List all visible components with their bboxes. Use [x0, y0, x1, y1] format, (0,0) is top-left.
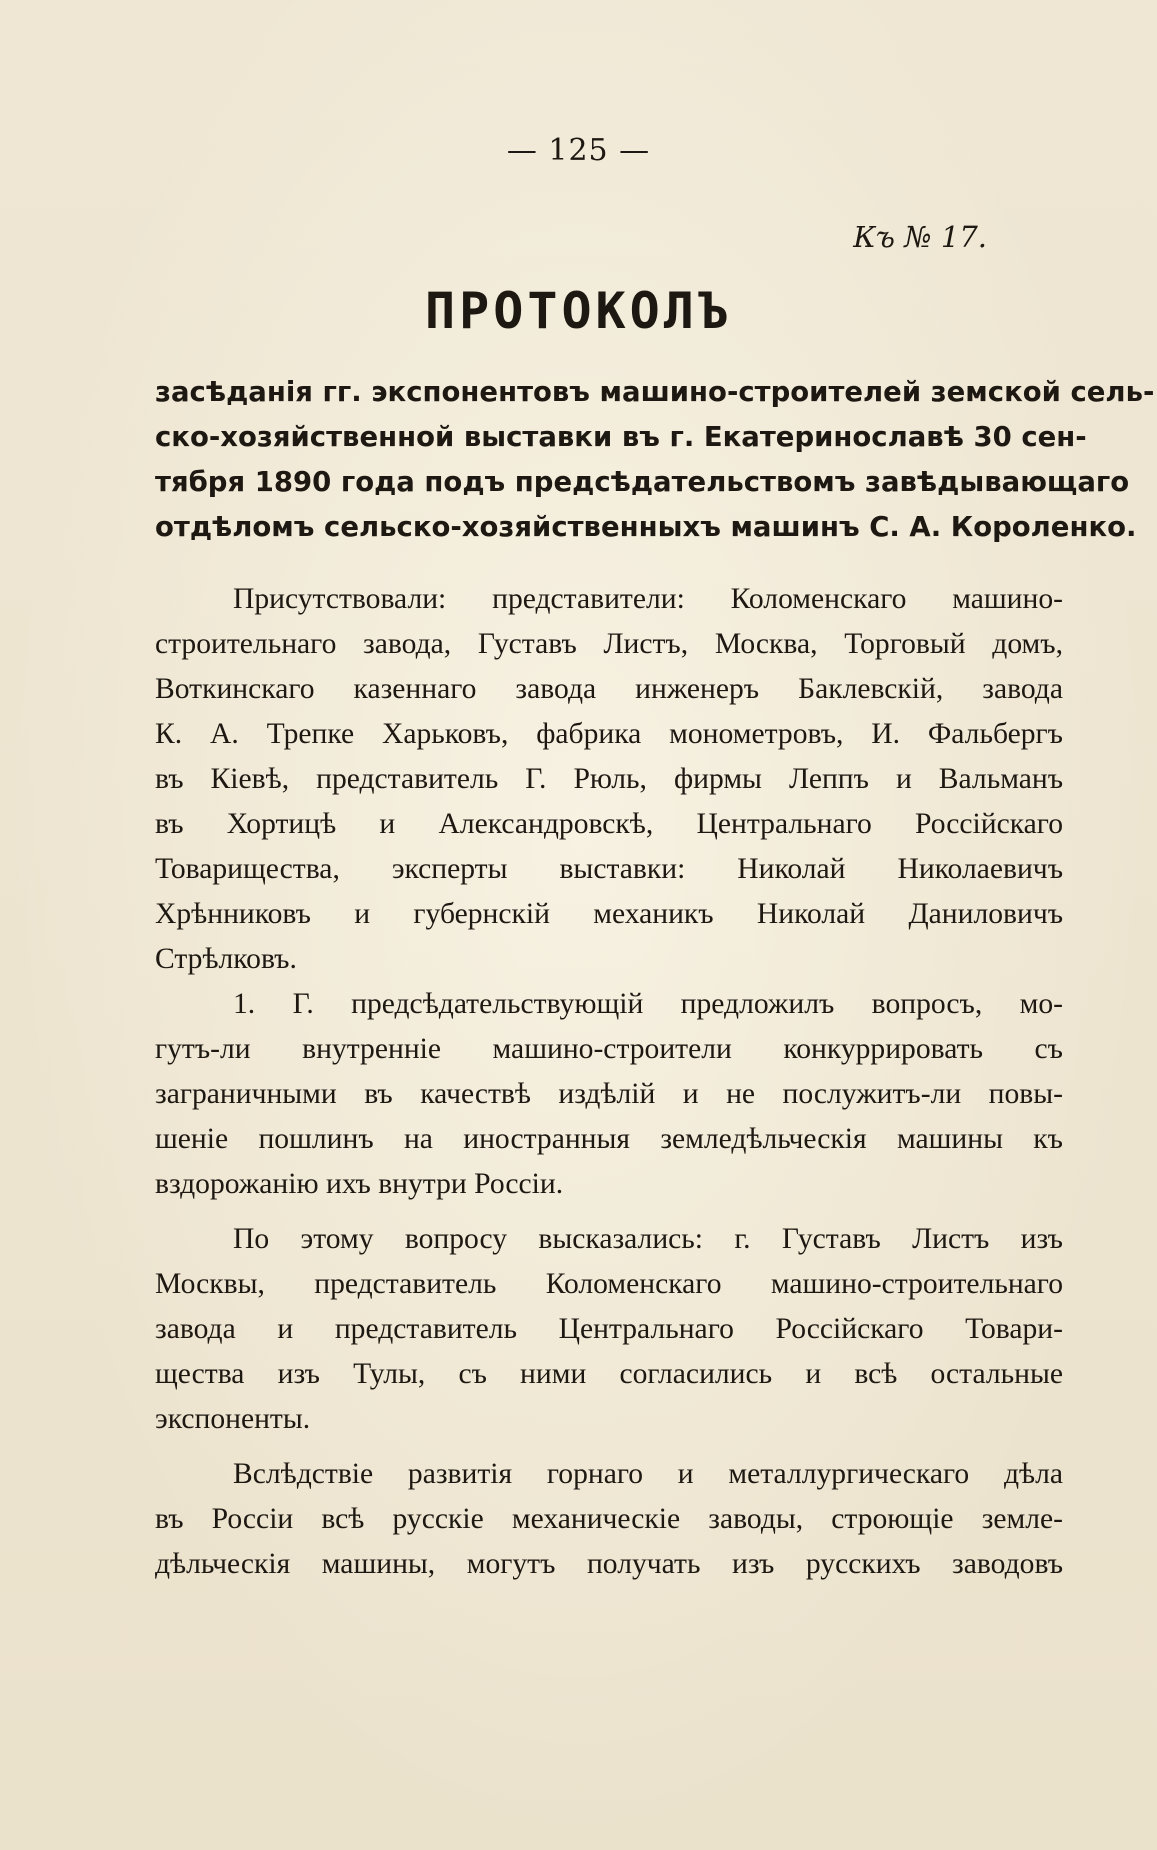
text-line: Москвы, представитель Коломенскаго машино-строительнаго: [155, 1268, 1063, 1300]
paragraph-gap: [155, 1207, 1063, 1217]
page-number: — 125 —: [506, 133, 651, 168]
document-reference: Къ № 17.: [853, 220, 987, 254]
text-line: шеніе пошлинъ на иностранныя земледѣльческія машины къ: [155, 1123, 1063, 1155]
document-body: [155, 577, 1063, 1587]
text-line: дѣльческія машины, могутъ получать изъ русскихъ заводовъ: [155, 1548, 1063, 1580]
text-line: 1. Г. предсѣдательствующій предложилъ вопросъ, мо-: [233, 988, 1063, 1020]
text-line: Товарищества, эксперты выставки: Николай Николаевичъ: [155, 853, 1063, 885]
text-line: вздорожанію ихъ внутри Россіи.: [155, 1168, 564, 1200]
paragraph-attendees: [155, 577, 1063, 982]
text-line: Вслѣдствіе развитія горнаго и металлургическаго дѣла: [233, 1458, 1063, 1490]
text-line: Воткинскаго казеннаго завода инженеръ Баклевскій, завода: [155, 673, 1063, 705]
text-line: въ Хортицѣ и Александровскѣ, Центральнаго Россійскаго: [155, 808, 1063, 840]
text-line: въ Россіи всѣ русскіе механическіе заводы, строющіе земле-: [155, 1503, 1063, 1535]
text-line: Присутствовали: представители: Коломенскаго машино-: [233, 583, 1063, 615]
text-line: строительнаго завода, Густавъ Листъ, Москва, Торговый домъ,: [155, 628, 1063, 660]
paragraph-opinions: [155, 1217, 1063, 1442]
text-line: По этому вопросу высказались: г. Густавъ Листъ изъ: [233, 1223, 1063, 1255]
text-line: завода и представитель Центральнаго Россійскаго Товари-: [155, 1313, 1063, 1345]
subtitle-line: ско-хозяйственной выставки въ г. Екатеринославѣ 30 сен-: [155, 421, 1087, 453]
subtitle-line: отдѣломъ сельско-хозяйственныхъ машинъ С. А. Короленко.: [155, 511, 1137, 543]
paragraph-consequence: [155, 1452, 1063, 1587]
text-line: экспоненты.: [155, 1403, 311, 1435]
paragraph-gap: [155, 1442, 1063, 1452]
text-line: заграничными въ качествѣ издѣлій и не послужитъ-ли повы-: [155, 1078, 1063, 1110]
document-subtitle: [155, 370, 1155, 550]
text-line: щества изъ Тулы, съ ними согласились и всѣ остальные: [155, 1358, 1063, 1390]
text-line: въ Кіевѣ, представитель Г. Рюль, фирмы Леппъ и Вальманъ: [155, 763, 1063, 795]
text-line: Хрѣнниковъ и губернскій механикъ Николай Даниловичъ: [155, 898, 1063, 930]
subtitle-line: засѣданія гг. экспонентовъ машино-строителей земской сель-: [155, 376, 1155, 408]
text-line: К. А. Трепке Харьковъ, фабрика монометровъ, И. Фальбергъ: [155, 718, 1063, 750]
text-line: Стрѣлковъ.: [155, 943, 297, 975]
paragraph-question: [155, 982, 1063, 1207]
document-title: ПРОТОКОЛЪ: [425, 282, 732, 340]
text-line: гутъ-ли внутренніе машино-строители конкуррировать съ: [155, 1033, 1063, 1065]
subtitle-line: тября 1890 года подъ предсѣдательствомъ завѣдывающаго: [155, 466, 1130, 498]
